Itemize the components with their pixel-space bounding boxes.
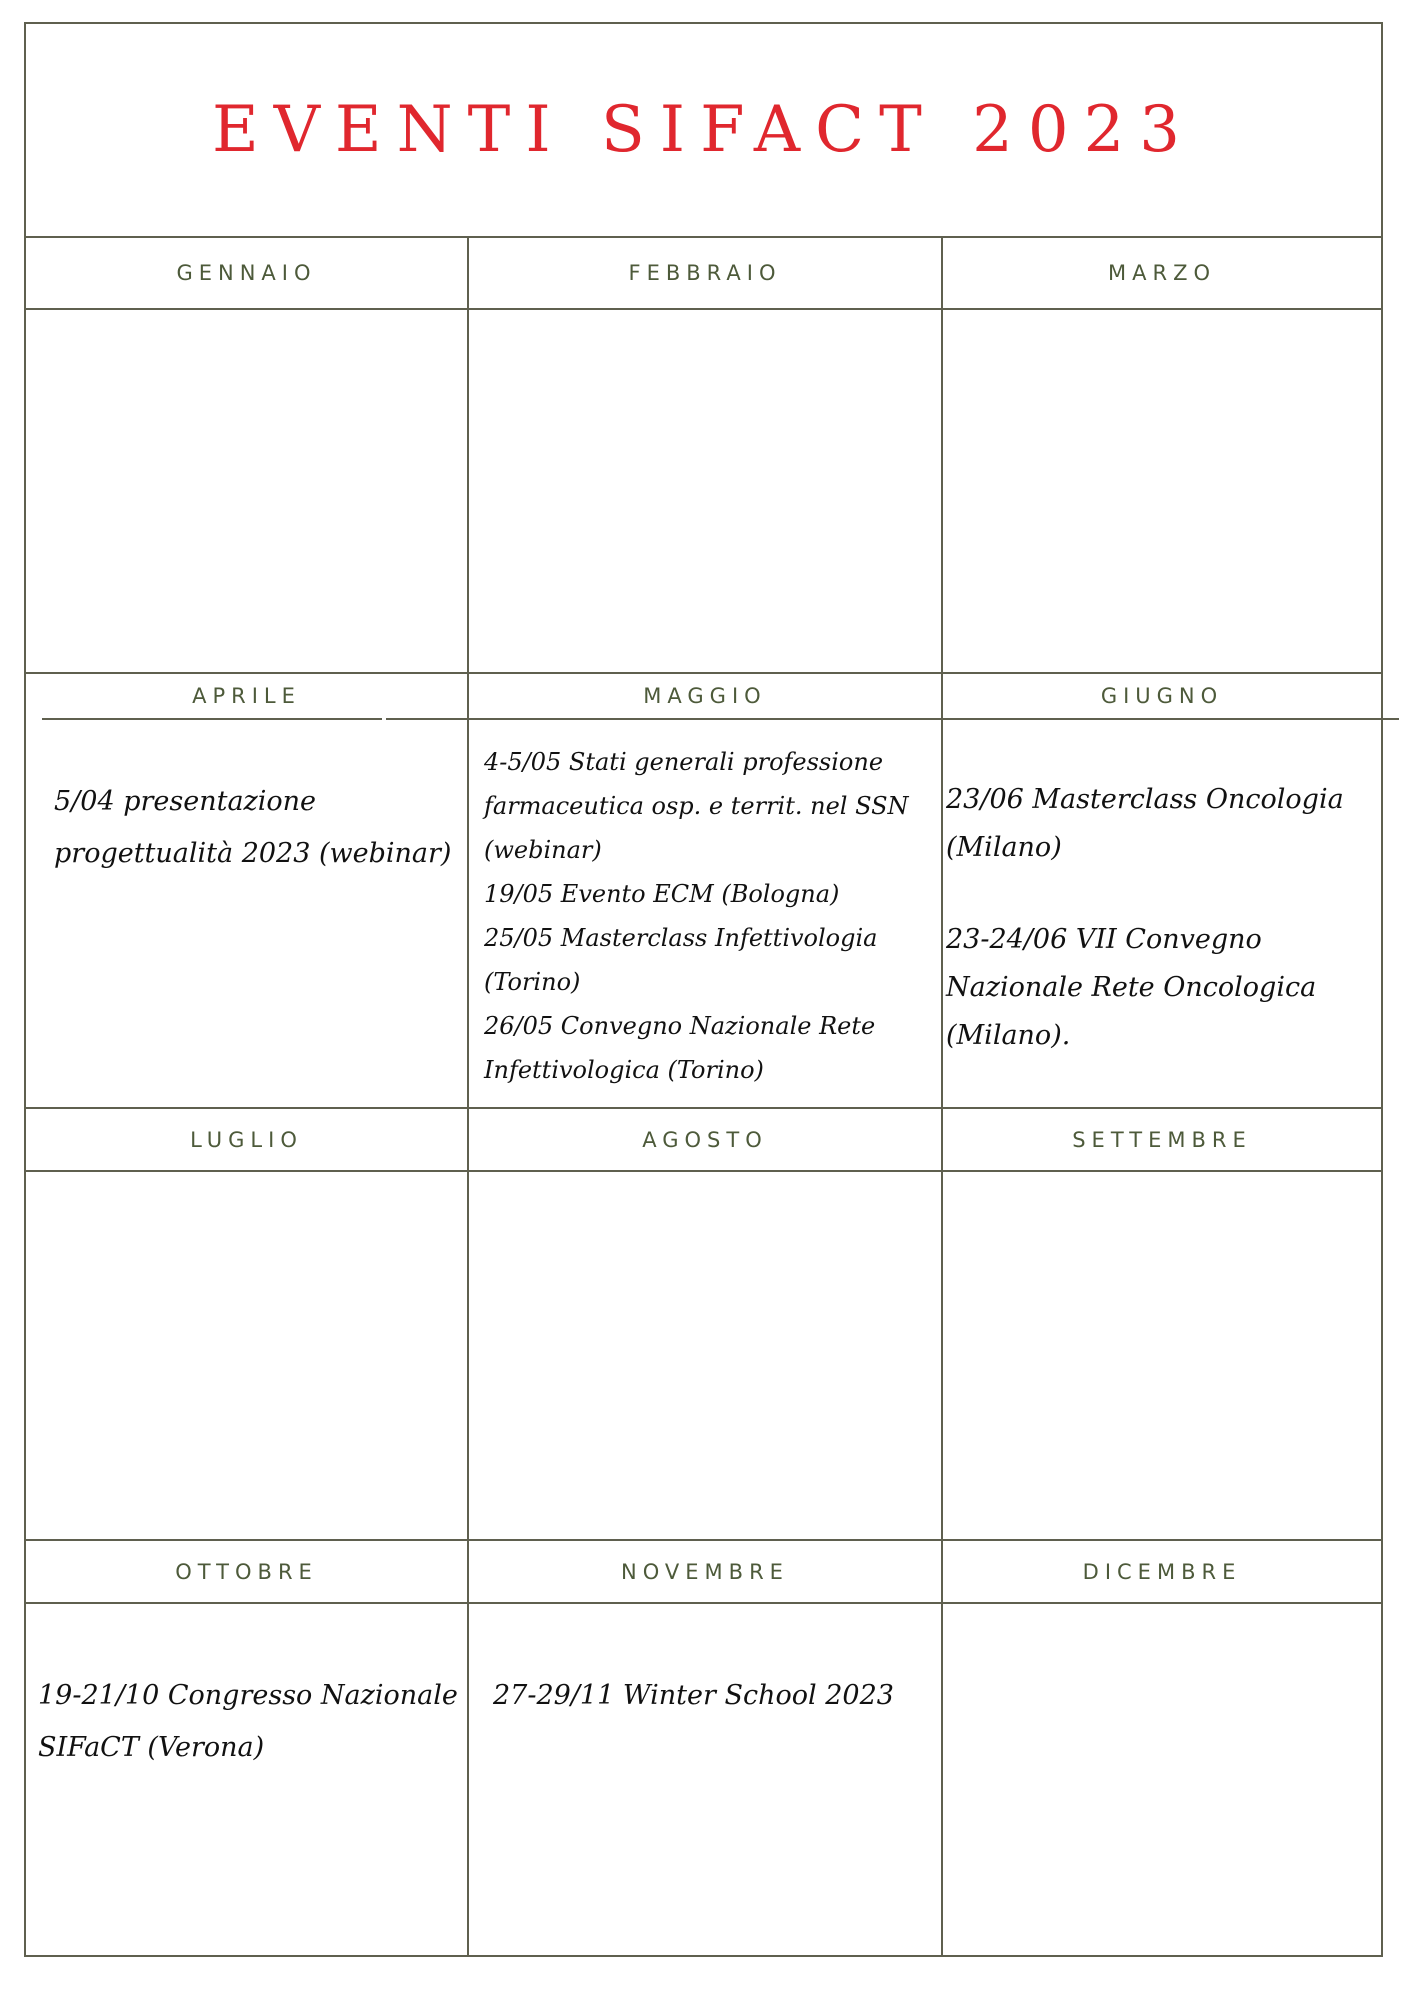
month-aprile: APRILE	[192, 684, 301, 708]
events-ottobre	[38, 1670, 458, 1774]
page-title: EVENTI SIFACT 2023	[211, 93, 1196, 167]
divider	[941, 236, 943, 1957]
events-aprile	[54, 776, 464, 880]
events-giugno	[946, 776, 1378, 1060]
events-novembre	[493, 1670, 938, 1722]
month-marzo: MARZO	[1108, 261, 1216, 285]
divider	[42, 718, 382, 720]
divider	[386, 718, 1381, 720]
month-luglio: LUGLIO	[190, 1127, 303, 1152]
month-giugno: GIUGNO	[1100, 684, 1224, 708]
calendar-frame	[24, 22, 1383, 1957]
month-gennaio: GENNAIO	[176, 261, 317, 285]
events-maggio	[484, 740, 934, 1092]
event-item: 25/05 Masterclass Infettivologia (Torino)	[484, 924, 878, 996]
event-item: 5/04 presentazione progettualità 2023 (webinar)	[54, 786, 452, 869]
month-maggio: MAGGIO	[643, 684, 767, 708]
event-item: 23-24/06 VII Convegno Nazionale Rete Oncologica (Milano).	[946, 924, 1317, 1051]
divider	[26, 1170, 1381, 1172]
month-agosto: AGOSTO	[642, 1127, 768, 1152]
month-dicembre: DICEMBRE	[1082, 1559, 1242, 1584]
event-item: 19/05 Evento ECM (Bologna)	[484, 880, 840, 908]
event-item: 27-29/11 Winter School 2023	[493, 1680, 894, 1711]
event-item: 23/06 Masterclass Oncologia (Milano)	[946, 784, 1344, 863]
event-item: 26/05 Convegno Nazionale Rete Infettivologica (Torino)	[484, 1012, 876, 1084]
divider	[467, 236, 469, 1957]
event-item: 4-5/05 Stati generali professione farmaceutica osp. e territ. nel SSN (webinar)	[484, 748, 909, 864]
month-novembre: NOVEMBRE	[621, 1559, 789, 1584]
divider	[1381, 718, 1399, 720]
month-settembre: SETTEMBRE	[1072, 1127, 1252, 1152]
divider	[26, 1602, 1381, 1604]
event-item: 19-21/10 Congresso Nazionale SIFaCT (Verona)	[38, 1680, 458, 1763]
divider	[26, 308, 1381, 310]
month-ottobre: OTTOBRE	[175, 1559, 318, 1584]
month-febbraio: FEBBRAIO	[628, 261, 782, 285]
